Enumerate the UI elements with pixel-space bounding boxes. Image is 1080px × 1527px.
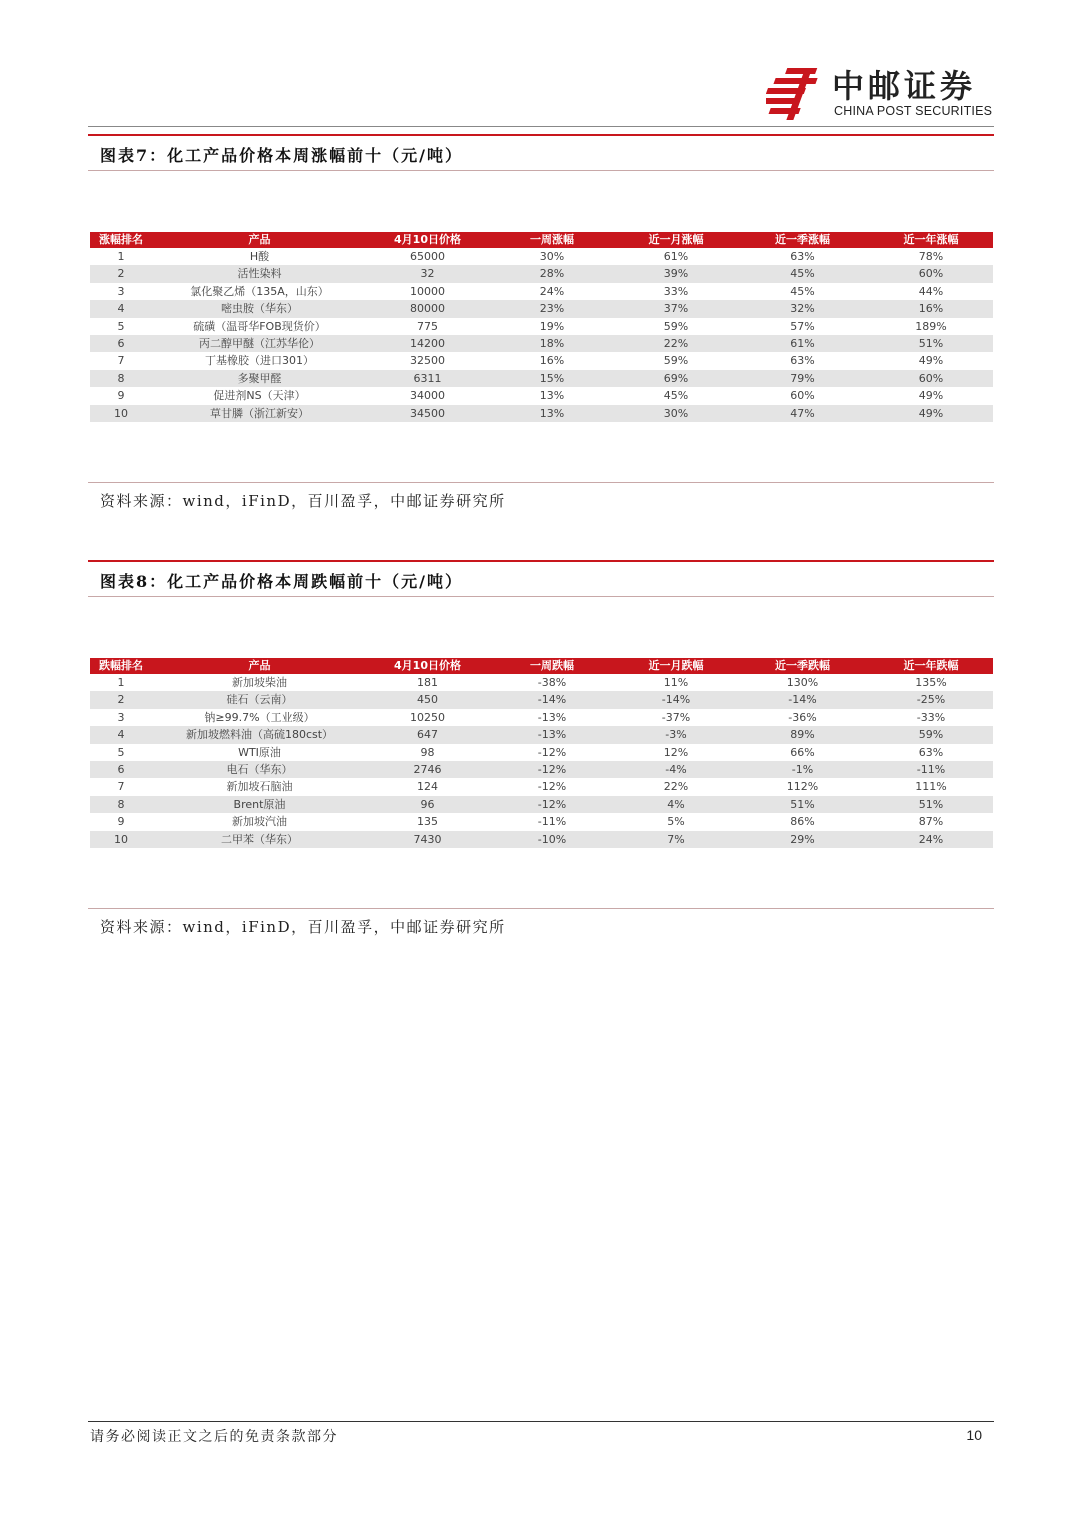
- week-change-cell: -12%: [488, 796, 616, 813]
- price-cell: 10000: [410, 284, 445, 298]
- table-row: [90, 778, 993, 795]
- price-cell: 7430: [367, 831, 488, 848]
- col-header-quarter-change: 近一季跌幅: [736, 658, 869, 674]
- rank-cell: 6: [90, 335, 152, 352]
- col-header-product: 产品: [152, 232, 367, 248]
- quarter-change-cell: 130%: [786, 676, 819, 689]
- rank-cell: 2: [90, 265, 152, 282]
- price-cell: 80000: [367, 300, 488, 317]
- month-change-cell: -37%: [661, 710, 691, 724]
- price-cell: 65000: [410, 250, 445, 263]
- rank-cell: 10: [90, 831, 152, 848]
- month-change-cell: 5%: [667, 815, 685, 829]
- table-row: [90, 709, 993, 726]
- table-row: [90, 318, 993, 335]
- month-change-cell: 69%: [616, 370, 736, 387]
- figure8-header-row: [90, 658, 993, 674]
- table-row: [90, 726, 993, 743]
- price-cell: 6311: [367, 370, 488, 387]
- quarter-change-cell: 66%: [790, 745, 815, 759]
- product-cell: H酸: [249, 250, 270, 263]
- year-change-cell: 44%: [918, 284, 944, 298]
- month-change-cell: 45%: [663, 389, 689, 403]
- week-change-cell: -12%: [537, 745, 567, 759]
- week-change-cell: 16%: [539, 354, 565, 368]
- year-change-cell: 51%: [869, 796, 993, 813]
- month-change-cell: 30%: [616, 405, 736, 422]
- quarter-change-cell: 45%: [790, 284, 815, 298]
- week-change-cell: 28%: [488, 265, 616, 282]
- col-header-month-change: 近一月跌幅: [616, 658, 736, 674]
- col-header-year-change: 近一年跌幅: [869, 658, 993, 674]
- quarter-change-cell: 63%: [790, 354, 815, 368]
- price-cell: 10250: [410, 710, 445, 724]
- week-change-cell: -12%: [537, 780, 567, 794]
- week-change-cell: -11%: [537, 815, 567, 829]
- product-cell: 二甲苯（华东）: [152, 831, 367, 848]
- product-cell: 硅石（云南）: [152, 691, 367, 708]
- price-cell: 181: [417, 676, 438, 689]
- week-change-cell: 23%: [488, 300, 616, 317]
- price-cell: 775: [417, 319, 438, 333]
- year-change-cell: 51%: [869, 335, 993, 352]
- quarter-change-cell: 63%: [790, 250, 815, 263]
- year-change-cell: -25%: [869, 691, 993, 708]
- month-change-cell: 4%: [616, 796, 736, 813]
- figure8-bottom-rule: [88, 908, 994, 909]
- quarter-change-cell: 32%: [736, 300, 869, 317]
- week-change-cell: 13%: [488, 405, 616, 422]
- table-row: [90, 691, 993, 708]
- col-header-price: 4月10日价格: [367, 658, 488, 674]
- week-change-cell: 13%: [539, 389, 565, 403]
- quarter-change-cell: 112%: [786, 780, 819, 794]
- quarter-change-cell: -1%: [736, 761, 869, 778]
- figure7-table: [90, 232, 993, 422]
- col-header-week-change: 一周跌幅: [488, 658, 616, 674]
- figure8-title-rule: [88, 596, 994, 597]
- product-cell: 钠≥99.7%（工业级）: [204, 710, 315, 724]
- table-row: [90, 674, 993, 691]
- month-change-cell: -4%: [616, 761, 736, 778]
- price-cell: 14200: [367, 335, 488, 352]
- month-change-cell: -3%: [616, 726, 736, 743]
- year-change-cell: 24%: [869, 831, 993, 848]
- week-change-cell: -12%: [488, 761, 616, 778]
- rank-cell: 8: [90, 796, 152, 813]
- product-cell: 新加坡柴油: [232, 676, 287, 689]
- month-change-cell: 59%: [663, 354, 689, 368]
- table-row: [90, 265, 993, 282]
- year-change-cell: 49%: [869, 405, 993, 422]
- figure7-source: 资料来源：wind，iFinD，百川盈孚，中邮证券研究所: [100, 492, 506, 510]
- footer-disclaimer: 请务必阅读正文之后的免责条款部分: [90, 1429, 338, 1445]
- quarter-change-cell: 61%: [736, 335, 869, 352]
- col-header-week-change: 一周涨幅: [488, 232, 616, 248]
- month-change-cell: 37%: [616, 300, 736, 317]
- year-change-cell: -11%: [869, 761, 993, 778]
- week-change-cell: -13%: [488, 726, 616, 743]
- week-change-cell: 19%: [539, 319, 565, 333]
- col-header-rank: 涨幅排名: [90, 232, 152, 248]
- figure7-top-rule: [88, 134, 994, 136]
- product-cell: 嘧虫胺（华东）: [152, 300, 367, 317]
- week-change-cell: 15%: [488, 370, 616, 387]
- quarter-change-cell: -14%: [736, 691, 869, 708]
- rank-cell: 1: [117, 676, 125, 689]
- table-row: [90, 813, 993, 830]
- rank-cell: 5: [117, 319, 125, 333]
- table-row: [90, 370, 993, 387]
- table-row: [90, 387, 993, 404]
- product-cell: 丙二醇甲醚（江苏华伦）: [152, 335, 367, 352]
- product-cell: 多聚甲醛: [152, 370, 367, 387]
- year-change-cell: -33%: [916, 710, 946, 724]
- quarter-change-cell: 51%: [736, 796, 869, 813]
- month-change-cell: 22%: [616, 335, 736, 352]
- price-cell: 450: [367, 691, 488, 708]
- price-cell: 124: [417, 780, 438, 794]
- year-change-cell: 189%: [915, 319, 947, 333]
- year-change-cell: 16%: [869, 300, 993, 317]
- week-change-cell: -38%: [537, 676, 567, 689]
- month-change-cell: 33%: [663, 284, 689, 298]
- footer-divider: [88, 1421, 994, 1422]
- table-row: [90, 248, 993, 265]
- rank-cell: 9: [117, 815, 125, 829]
- product-cell: 草甘膦（浙江新安）: [152, 405, 367, 422]
- table-row: [90, 352, 993, 369]
- header-divider: [88, 126, 994, 127]
- figure8-table: [90, 658, 993, 848]
- rank-cell: 7: [117, 354, 125, 368]
- year-change-cell: 59%: [869, 726, 993, 743]
- price-cell: 32500: [410, 354, 445, 368]
- quarter-change-cell: 86%: [790, 815, 815, 829]
- rank-cell: 3: [117, 284, 125, 298]
- year-change-cell: 111%: [915, 780, 947, 794]
- product-cell: Brent原油: [152, 796, 367, 813]
- brand-logo: [766, 66, 996, 124]
- year-change-cell: 78%: [918, 250, 944, 263]
- figure7-bottom-rule: [88, 482, 994, 483]
- month-change-cell: 7%: [616, 831, 736, 848]
- product-cell: 新加坡石脑油: [226, 780, 293, 794]
- table-row: [90, 283, 993, 300]
- price-cell: 647: [367, 726, 488, 743]
- page-number: 10: [966, 1427, 982, 1443]
- product-cell: 新加坡燃料油（高硫180cst）: [152, 726, 367, 743]
- china-post-logo-icon: [766, 66, 826, 122]
- figure7-title: 图表7：化工产品价格本周涨幅前十（元/吨）: [100, 146, 463, 165]
- month-change-cell: 61%: [663, 250, 689, 263]
- year-change-cell: 63%: [918, 745, 944, 759]
- month-change-cell: 12%: [663, 745, 689, 759]
- quarter-change-cell: -36%: [788, 710, 817, 724]
- quarter-change-cell: 29%: [736, 831, 869, 848]
- table-row: [90, 796, 993, 813]
- product-cell: 电石（华东）: [152, 761, 367, 778]
- table-row: [90, 300, 993, 317]
- rank-cell: 9: [117, 389, 125, 403]
- year-change-cell: 135%: [915, 676, 947, 689]
- price-cell: 2746: [367, 761, 488, 778]
- col-header-quarter-change: 近一季涨幅: [736, 232, 869, 248]
- figure8-top-rule: [88, 560, 994, 562]
- rank-cell: 7: [117, 780, 125, 794]
- brand-name-en: CHINA POST SECURITIES: [834, 104, 993, 118]
- rank-cell: 8: [90, 370, 152, 387]
- product-cell: 新加坡汽油: [232, 815, 287, 829]
- product-cell: 氯化聚乙烯（135A，山东）: [190, 284, 329, 298]
- price-cell: 32: [367, 265, 488, 282]
- col-header-price: 4月10日价格: [367, 232, 488, 248]
- rank-cell: 4: [90, 300, 152, 317]
- table-row: [90, 744, 993, 761]
- year-change-cell: 49%: [918, 354, 944, 368]
- week-change-cell: 24%: [539, 284, 565, 298]
- col-header-year-change: 近一年涨幅: [869, 232, 993, 248]
- product-cell: 促进剂NS（天津）: [213, 389, 306, 403]
- month-change-cell: 59%: [663, 319, 689, 333]
- week-change-cell: -10%: [488, 831, 616, 848]
- col-header-product: 产品: [152, 658, 367, 674]
- week-change-cell: 18%: [488, 335, 616, 352]
- col-header-rank: 跌幅排名: [90, 658, 152, 674]
- table-row: [90, 335, 993, 352]
- rank-cell: 3: [117, 710, 125, 724]
- rank-cell: 2: [90, 691, 152, 708]
- table-row: [90, 831, 993, 848]
- quarter-change-cell: 60%: [790, 389, 815, 403]
- quarter-change-cell: 89%: [736, 726, 869, 743]
- month-change-cell: 11%: [663, 676, 689, 689]
- year-change-cell: 49%: [918, 389, 944, 403]
- week-change-cell: -14%: [488, 691, 616, 708]
- year-change-cell: 60%: [869, 370, 993, 387]
- figure8-source: 资料来源：wind，iFinD，百川盈孚，中邮证券研究所: [100, 918, 506, 936]
- price-cell: 34000: [410, 389, 445, 403]
- col-header-month-change: 近一月涨幅: [616, 232, 736, 248]
- product-cell: 活性染料: [152, 265, 367, 282]
- product-cell: 硫磺（温哥华FOB现货价）: [193, 319, 326, 333]
- rank-cell: 6: [90, 761, 152, 778]
- figure7-header-row: [90, 232, 993, 248]
- rank-cell: 4: [90, 726, 152, 743]
- table-row: [90, 405, 993, 422]
- quarter-change-cell: 57%: [790, 319, 815, 333]
- price-cell: 96: [367, 796, 488, 813]
- month-change-cell: 39%: [616, 265, 736, 282]
- year-change-cell: 60%: [869, 265, 993, 282]
- year-change-cell: 87%: [918, 815, 944, 829]
- quarter-change-cell: 79%: [736, 370, 869, 387]
- week-change-cell: 30%: [539, 250, 565, 263]
- rank-cell: 5: [117, 745, 125, 759]
- rank-cell: 10: [90, 405, 152, 422]
- product-cell: WTI原油: [238, 745, 281, 759]
- table-row: [90, 761, 993, 778]
- price-cell: 34500: [367, 405, 488, 422]
- price-cell: 135: [417, 815, 438, 829]
- quarter-change-cell: 45%: [736, 265, 869, 282]
- price-cell: 98: [420, 745, 435, 759]
- figure7-title-rule: [88, 170, 994, 171]
- month-change-cell: 22%: [663, 780, 689, 794]
- rank-cell: 1: [117, 250, 125, 263]
- week-change-cell: -13%: [537, 710, 567, 724]
- figure8-title: 图表8：化工产品价格本周跌幅前十（元/吨）: [100, 572, 463, 591]
- brand-name-cn: 中邮证券: [832, 67, 977, 105]
- product-cell: 丁基橡胶（进口301）: [205, 354, 314, 368]
- quarter-change-cell: 47%: [736, 405, 869, 422]
- month-change-cell: -14%: [616, 691, 736, 708]
